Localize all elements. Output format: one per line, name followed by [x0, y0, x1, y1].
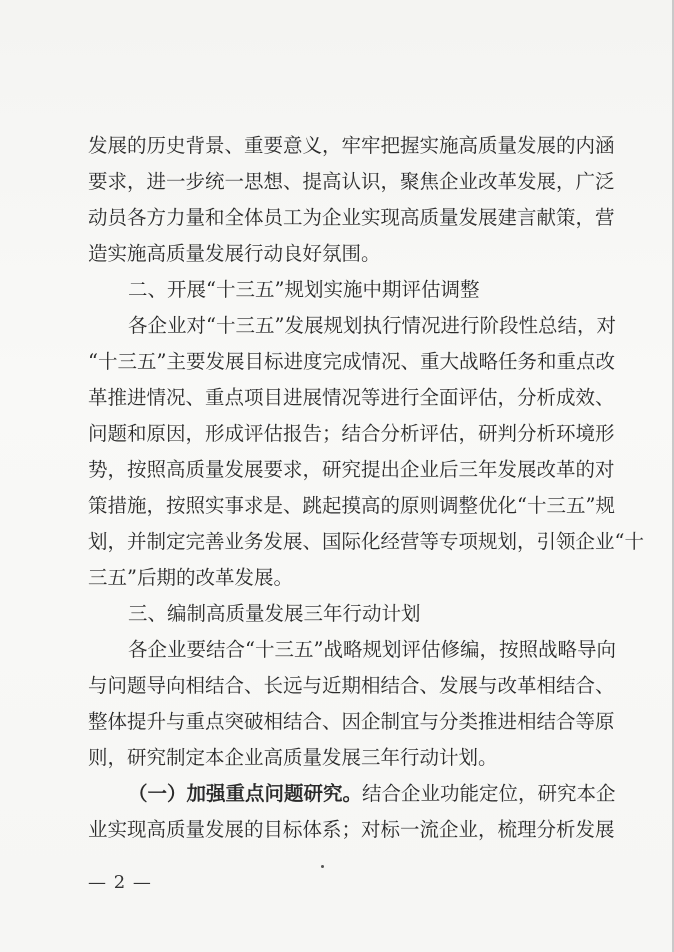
- paragraph-line: 整体提升与重点突破相结合、因企制宜与分类推进相结合等原: [88, 710, 615, 733]
- page-number: — 2 —: [88, 872, 152, 893]
- paragraph-line: 各企业对“十三五”发展规划执行情况进行阶段性总结，对: [128, 314, 616, 337]
- paragraph-line: 要求，进一步统一思想、提高认识，聚焦企业改革发展，广泛: [88, 170, 615, 193]
- paragraph-line: 革推进情况、重点项目进展情况等进行全面评估，分析成效、: [88, 386, 615, 409]
- paragraph-line: 势，按照高质量发展要求，研究提出企业后三年发展改革的对: [88, 458, 615, 481]
- paragraph-line: 划，并制定完善业务发展、国际化经营等专项规划，引领企业“十: [88, 530, 644, 553]
- paragraph-line: 各企业要结合“十三五”战略规划评估修编，按照战略导向: [128, 638, 616, 661]
- paragraph-line: 则，研究制定本企业高质量发展三年行动计划。: [88, 746, 498, 769]
- section-heading-2: 二、开展“十三五”规划实施中期评估调整: [128, 278, 480, 301]
- paragraph-line: 问题和原因，形成评估报告；结合分析评估，研判分析环境形: [88, 422, 615, 445]
- body-text: [88, 128, 644, 848]
- paragraph-line: 结合企业功能定位，研究本企: [362, 782, 616, 805]
- section-heading-3: 三、编制高质量发展三年行动计划: [128, 602, 421, 625]
- paragraph-line: 业实现高质量发展的目标体系；对标一流企业，梳理分析发展: [88, 818, 615, 841]
- paragraph-line: 策措施，按照实事求是、跳起摸高的原则调整优化“十三五”规: [88, 494, 615, 517]
- subsection-heading: （一）加强重点问题研究。: [128, 782, 363, 805]
- paragraph-line: 与问题导向相结合、长远与近期相结合、发展与改革相结合、: [88, 674, 615, 697]
- subsection-line: [88, 776, 616, 812]
- paragraph-line: 三五”后期的改革发展。: [88, 566, 293, 589]
- paragraph-line: 发展的历史背景、重要意义，牢牢把握实施高质量发展的内涵: [88, 134, 615, 157]
- scan-speck: [321, 865, 324, 868]
- paragraph-line: 造实施高质量发展行动良好氛围。: [88, 242, 381, 265]
- paragraph-line: 动员各方力量和全体员工为企业实现高质量发展建言献策，营: [88, 206, 615, 229]
- paragraph-line: “十三五”主要发展目标进度完成情况、重大战略任务和重点改: [88, 350, 615, 373]
